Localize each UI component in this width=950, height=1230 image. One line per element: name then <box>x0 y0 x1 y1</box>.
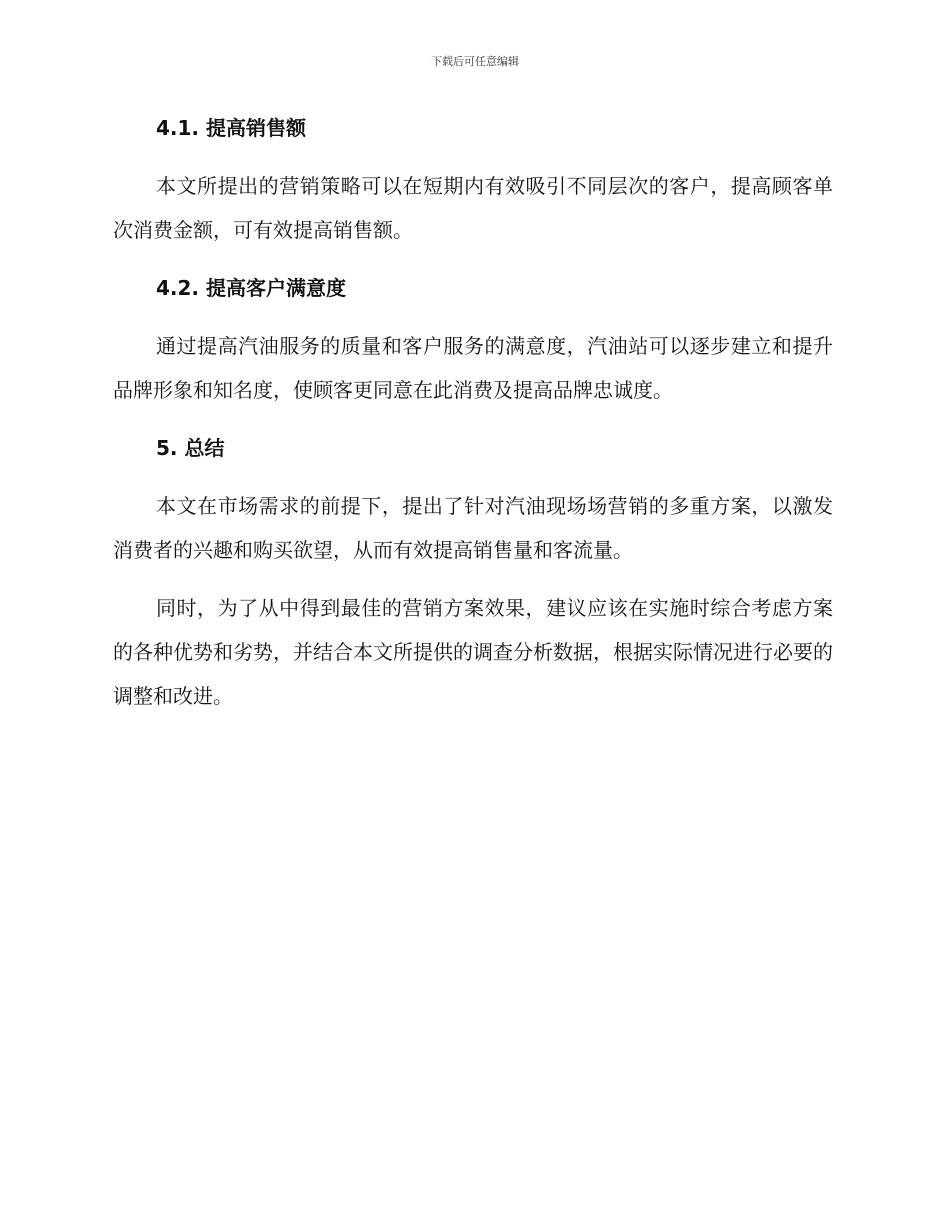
page-header: 下载后可任意编辑 <box>431 55 519 68</box>
section-heading-5: 5. 总结 <box>156 436 225 460</box>
paragraph: 本文所提出的营销策略可以在短期内有效吸引不同层次的客户，提高顾客单次消费金额，可有效提高销售额。 <box>113 174 833 242</box>
paragraph: 通过提高汽油服务的质量和客户服务的满意度，汽油站可以逐步建立和提升品牌形象和知名度，使顾客更同意在此消费及提高品牌忠诚度。 <box>113 334 833 402</box>
section-heading-4-1: 4.1. 提高销售额 <box>156 116 306 140</box>
paragraph: 同时，为了从中得到最佳的营销方案效果，建议应该在实施时综合考虑方案的各种优势和劣势，并结合本文所提供的调查分析数据，根据实际情况进行必要的调整和改进。 <box>113 596 833 708</box>
document-body <box>113 112 833 718</box>
section-heading-4-2: 4.2. 提高客户满意度 <box>156 276 346 300</box>
paragraph: 本文在市场需求的前提下，提出了针对汽油现场场营销的多重方案，以激发消费者的兴趣和购买欲望，从而有效提高销售量和客流量。 <box>113 494 833 562</box>
